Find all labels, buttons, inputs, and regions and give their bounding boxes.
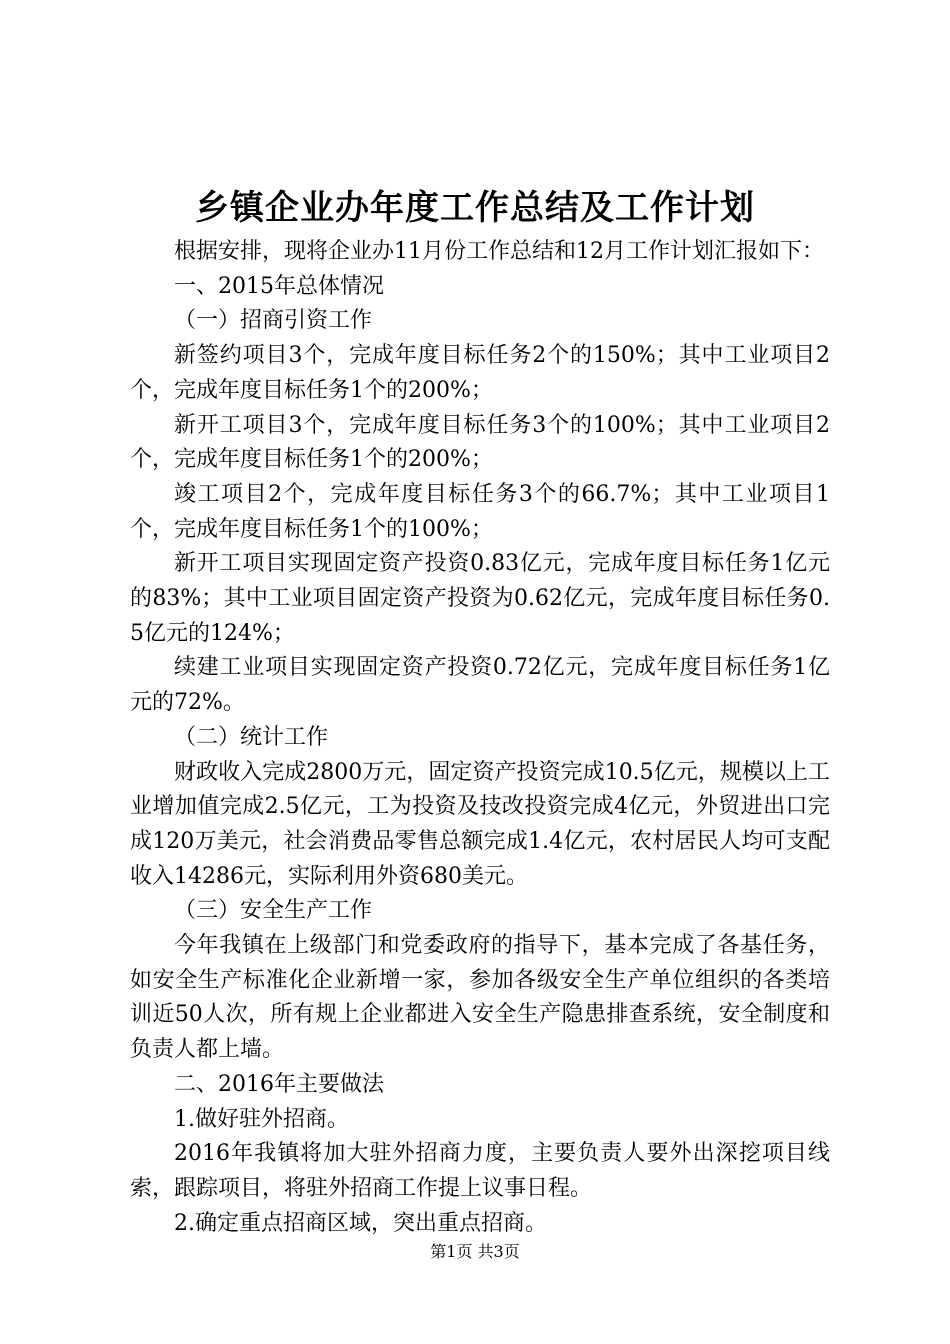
paragraph-fixed-assets: 新开工项目实现固定资产投资0.83亿元，完成年度目标任务1亿元的83%；其中工业项目固定资产投资为0.62亿元，完成年度目标任务0.5亿元的124%；: [130, 551, 830, 646]
heading-practices-2016: 二、2016年主要做法: [174, 1071, 384, 1097]
paragraph-safety: 今年我镇在上级部门和党委政府的指导下，基本完成了各基任务，如安全生产标准化企业新增一家，参加各级安全生产单位组织的各类培训近50人次，所有规上企业都进入安全生产隐患排查系统，安全制度和负责人都上墙。: [130, 933, 830, 1063]
paragraph-new-started: 新开工项目3个，完成年度目标任务3个的100%；其中工业项目2个，完成年度目标任务1个的200%；: [130, 412, 830, 473]
paragraph-continued: 续建工业项目实现固定资产投资0.72亿元，完成年度目标任务1亿元的72%。: [130, 655, 830, 716]
paragraph-new-signed: 新签约项目3个，完成年度目标任务2个的150%；其中工业项目2个，完成年度目标任务1个的200%；: [130, 343, 830, 403]
document-body: [130, 235, 830, 1241]
paragraph-intro: 根据安排，现将企业办11月份工作总结和12月工作计划汇报如下：: [174, 239, 824, 264]
subheading-investment: （一）招商引资工作: [174, 308, 373, 334]
page-footer: 第1页 共3页: [430, 1242, 520, 1261]
heading-overall-2015: 一、2015年总体情况: [174, 273, 384, 299]
subheading-safety: （三）安全生产工作: [174, 898, 373, 924]
paragraph-completed: 竣工项目2个，完成年度目标任务3个的66.7%；其中工业项目1个，完成年度目标任务1个的100%；: [130, 481, 830, 542]
paragraph-external-investment: 2016年我镇将加大驻外招商力度，主要负责人要外出深挖项目线索，跟踪项目，将驻外招商工作提上议事日程。: [130, 1141, 830, 1201]
document-title: 乡镇企业办年度工作总结及工作计划: [195, 188, 755, 228]
paragraph-statistics: 财政收入完成2800万元，固定资产投资完成10.5亿元，规模以上工业增加值完成2.5亿元，工为投资及技改投资完成4亿元，外贸进出口完成120万美元，社会消费品零售总额完成1.4亿元，农村居民人均可支配收入14286元，实际利用外资680美元。: [130, 759, 830, 889]
subheading-statistics: （二）统计工作: [174, 724, 329, 750]
item-key-regions: 2.确定重点招商区域，突出重点招商。: [174, 1210, 547, 1236]
item-external-investment: 1.做好驻外招商。: [174, 1106, 349, 1132]
